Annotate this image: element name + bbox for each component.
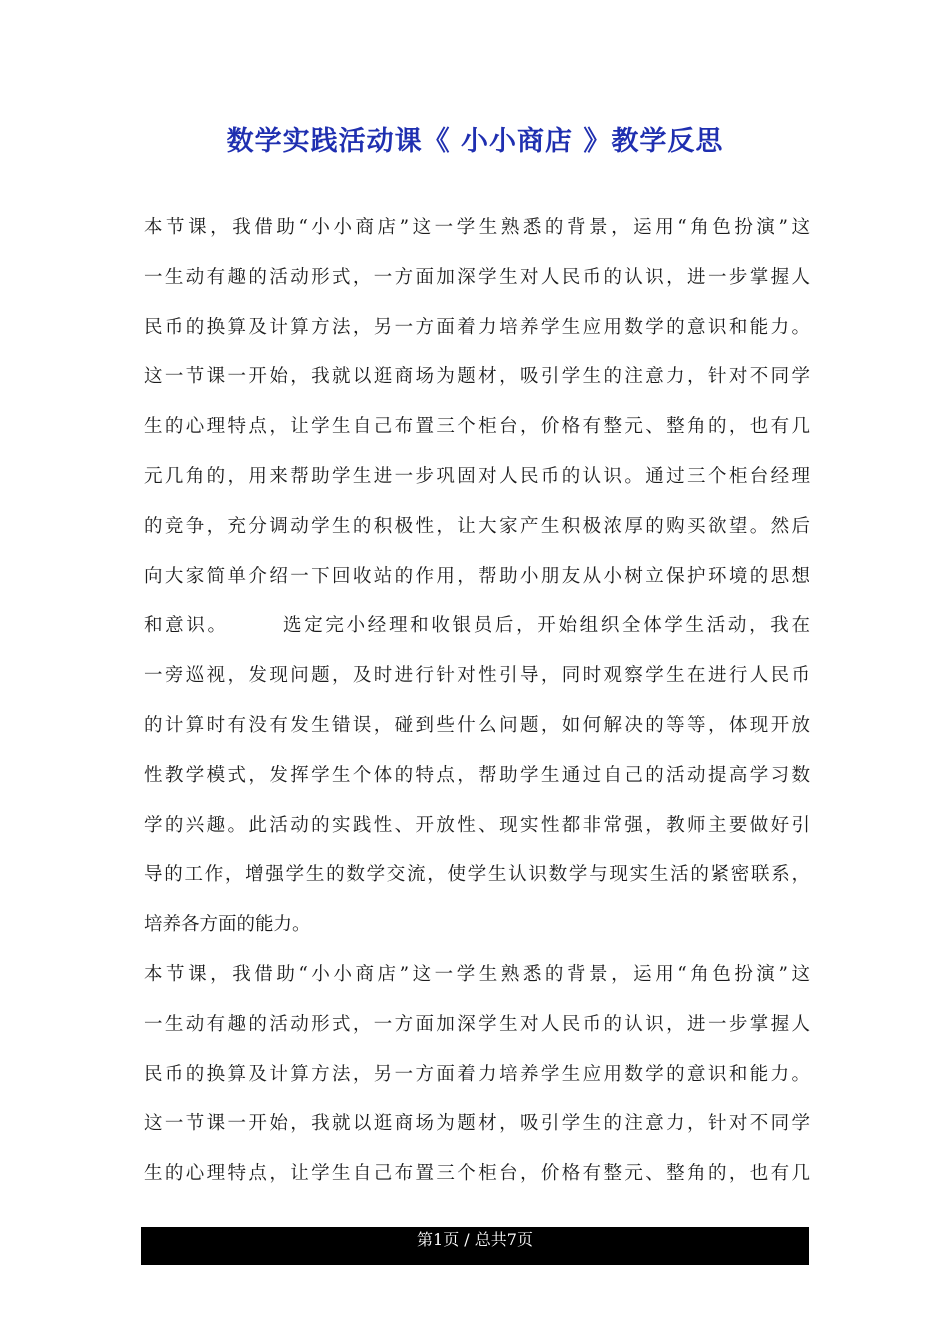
body-line: 一生动有趣的活动形式，一方面加深学生对人民币的认识，进一步掌握人 [144,266,810,288]
body-line: 生的心理特点，让学生自己布置三个柜台，价格有整元、整角的，也有几 [144,1163,810,1185]
body-line: 培养各方面的能力。 [144,914,311,936]
body-line: 向大家简单介绍一下回收站的作用，帮助小朋友从小树立保护环境的思想 [144,565,810,587]
body-line: 性教学模式，发挥学生个体的特点，帮助学生通过自己的活动提高学习数 [144,764,810,786]
body-line: 民币的换算及计算方法，另一方面着力培养学生应用数学的意识和能力。 [144,316,810,338]
body-line: 和意识。 选定完小经理和收银员后，开始组织全体学生活动，我在 [144,615,810,637]
body-line: 学的兴趣。此活动的实践性、开放性、现实性都非常强，教师主要做好引 [144,814,810,836]
document-title: 数学实践活动课《 小小商店 》教学反思 [226,126,724,157]
body-line: 导的工作，增强学生的数学交流，使学生认识数学与现实生活的紧密联系， [144,864,810,886]
body-line: 一旁巡视，发现问题，及时进行针对性引导，同时观察学生在进行人民币 [144,665,810,687]
document-body [144,203,810,1199]
body-line: 本节课，我借助“小小商店”这一学生熟悉的背景，运用“角色扮演”这 [144,217,810,238]
body-line: 本节课，我借助“小小商店”这一学生熟悉的背景，运用“角色扮演”这 [144,963,810,985]
body-line: 这一节课一开始，我就以逛商场为题材，吸引学生的注意力，针对不同学 [144,1113,810,1135]
body-line: 的计算时有没有发生错误，碰到些什么问题，如何解决的等等，体现开放 [144,714,810,736]
body-line: 生的心理特点，让学生自己布置三个柜台，价格有整元、整角的，也有几 [144,416,810,438]
page-footer-bar [141,1227,809,1265]
body-line: 的竞争，充分调动学生的积极性，让大家产生积极浓厚的购买欲望。然后 [144,515,810,537]
body-line: 一生动有趣的活动形式，一方面加深学生对人民币的认识，进一步掌握人 [144,1013,810,1035]
body-line: 元几角的，用来帮助学生进一步巩固对人民币的认识。通过三个柜台经理 [144,465,810,487]
body-line: 这一节课一开始，我就以逛商场为题材，吸引学生的注意力，针对不同学 [144,366,810,388]
page-indicator: 第1页 / 总共7页 [417,1230,533,1249]
body-line: 民币的换算及计算方法，另一方面着力培养学生应用数学的意识和能力。 [144,1063,810,1085]
